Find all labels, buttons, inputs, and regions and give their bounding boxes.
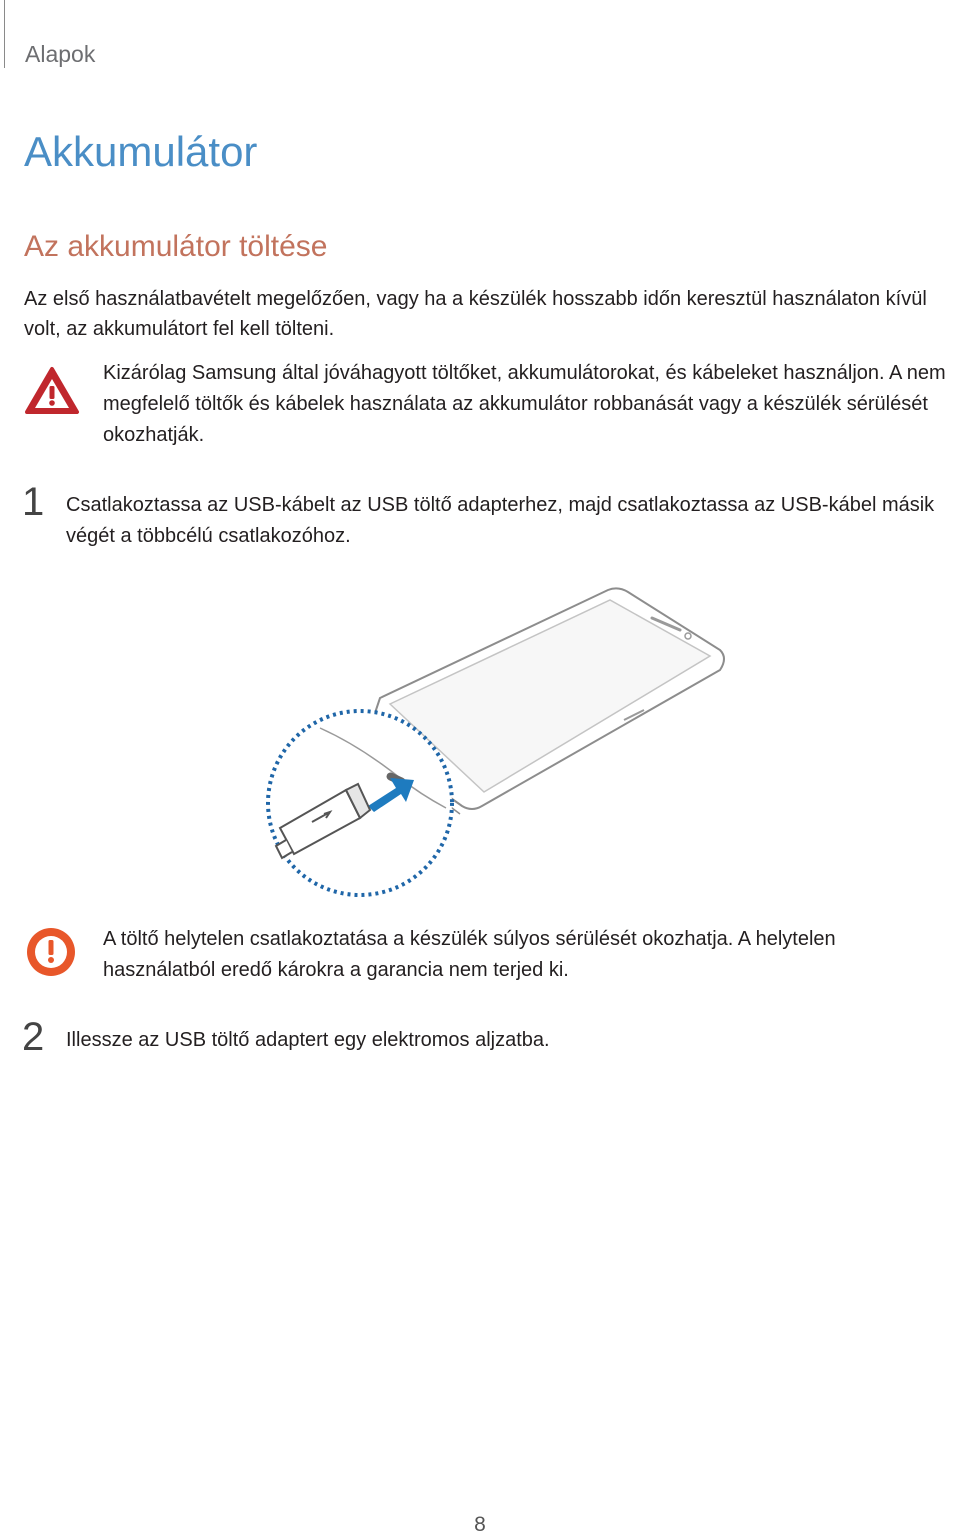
step-1-text: Csatlakoztassa az USB-kábelt az USB töltő adapterhez, majd csatlakoztassa az USB-kábel másik végét a többcélú csatlakozóhoz.: [66, 494, 935, 547]
warning-note-text: Kizárólag Samsung által jóváhagyott töltőket, akkumulátorokat, és kábeleket használjon. A nem megfelelő töltők és kábelek használata az akkumulátor robbanását vagy a készülék sérülését okozhatják.: [103, 362, 946, 446]
caution-circle-icon: [24, 925, 78, 984]
section-heading: Az akkumulátor töltése: [24, 230, 328, 263]
section-label: Alapok: [25, 41, 96, 67]
page-number: 8: [474, 1513, 486, 1536]
intro-paragraph: Az első használatbavételt megelőzően, vagy ha a készülék hosszabb időn keresztül használaton kívül volt, az akkumulátort fel kell tölteni.: [24, 288, 927, 340]
warning-triangle-icon: [24, 366, 80, 421]
charging-illustration: [250, 578, 750, 908]
step-2-text: Illessze az USB töltő adaptert egy elektromos aljzatba.: [66, 1029, 550, 1051]
caution-note-text: A töltő helytelen csatlakoztatása a készülék súlyos sérülését okozhatja. A helytelen használatból eredő károkra a garancia nem terjed ki.: [103, 928, 836, 981]
page-edge-line: [4, 0, 5, 68]
step-2-number: 2: [22, 1015, 45, 1059]
page-title: Akkumulátor: [24, 128, 258, 175]
step-1-number: 1: [22, 480, 45, 524]
